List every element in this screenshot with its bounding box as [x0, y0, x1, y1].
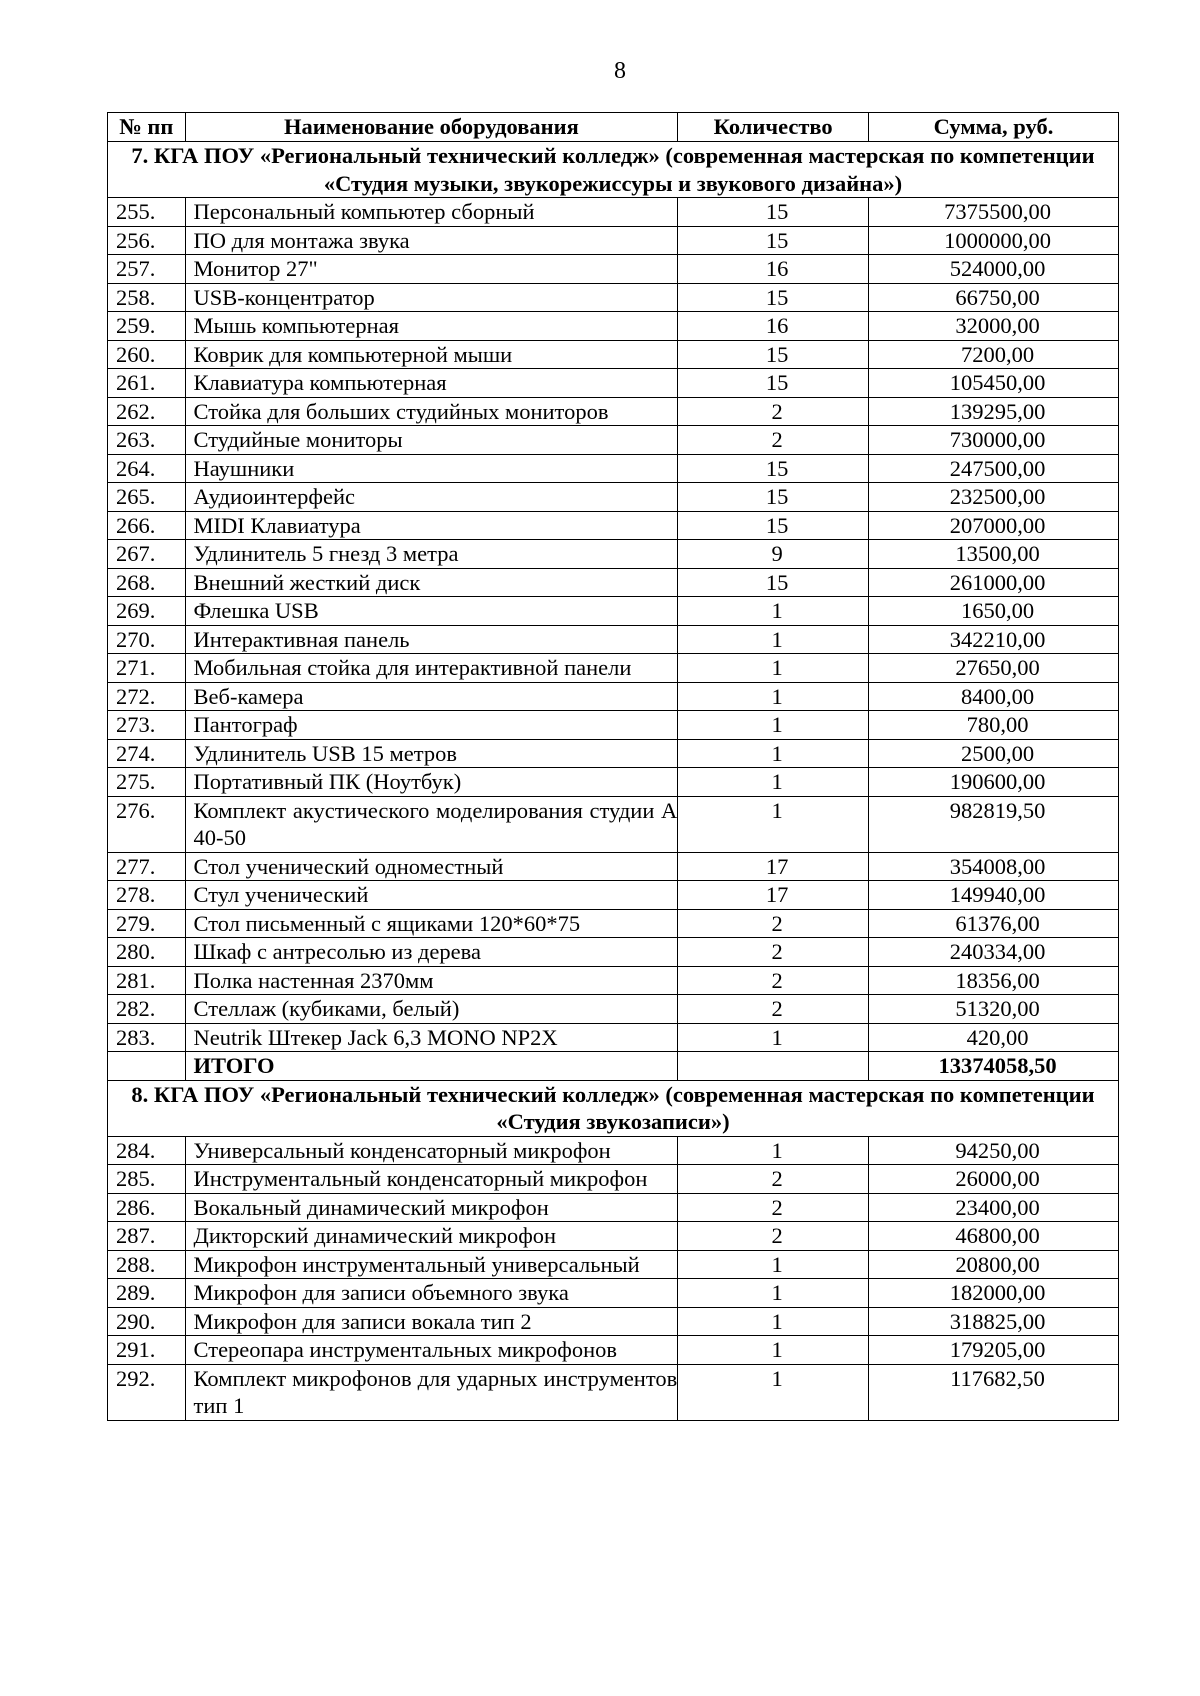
- table-row: [108, 966, 1119, 995]
- amount: 18356,00: [869, 966, 1119, 995]
- table-row: [108, 682, 1119, 711]
- quantity: 2: [678, 397, 869, 426]
- row-number: 276.: [108, 796, 186, 852]
- header-name: Наименование оборудования: [185, 113, 678, 142]
- row-number: 285.: [108, 1165, 186, 1194]
- amount: 207000,00: [869, 511, 1119, 540]
- amount: 46800,00: [869, 1222, 1119, 1251]
- quantity: 1: [678, 1250, 869, 1279]
- table-row: [108, 1193, 1119, 1222]
- table-row: [108, 226, 1119, 255]
- row-number: 256.: [108, 226, 186, 255]
- total-amount: 13374058,50: [869, 1052, 1119, 1081]
- equipment-name: Аудиоинтерфейс: [185, 483, 678, 512]
- quantity: 15: [678, 226, 869, 255]
- quantity: 15: [678, 454, 869, 483]
- equipment-name: Персональный компьютер сборный: [185, 198, 678, 227]
- row-number: 270.: [108, 625, 186, 654]
- quantity: 15: [678, 511, 869, 540]
- row-number: 287.: [108, 1222, 186, 1251]
- equipment-name: Веб-камера: [185, 682, 678, 711]
- equipment-name: Монитор 27": [185, 255, 678, 284]
- table-row: [108, 483, 1119, 512]
- amount: 139295,00: [869, 397, 1119, 426]
- equipment-name: Neutrik Штекер Jack 6,3 MONO NP2X: [185, 1023, 678, 1052]
- table-row: [108, 1165, 1119, 1194]
- quantity: 1: [678, 768, 869, 797]
- quantity: 17: [678, 852, 869, 881]
- amount: 20800,00: [869, 1250, 1119, 1279]
- amount: 149940,00: [869, 881, 1119, 910]
- quantity: 1: [678, 597, 869, 626]
- section-7-title: 7. КГА ПОУ «Региональный технический колледж» (современная мастерская по компетенции «Студия музыки, звукорежиссуры и звукового дизайна»): [108, 142, 1119, 198]
- quantity: 1: [678, 682, 869, 711]
- row-number: 292.: [108, 1364, 186, 1420]
- quantity: 15: [678, 369, 869, 398]
- amount: 23400,00: [869, 1193, 1119, 1222]
- table-row: [108, 1222, 1119, 1251]
- row-number: 260.: [108, 340, 186, 369]
- total-empty-num: [108, 1052, 186, 1081]
- amount: 2500,00: [869, 739, 1119, 768]
- table-row: [108, 1250, 1119, 1279]
- quantity: 1: [678, 654, 869, 683]
- amount: 7200,00: [869, 340, 1119, 369]
- quantity: 1: [678, 1023, 869, 1052]
- table-row: [108, 369, 1119, 398]
- table-row: [108, 909, 1119, 938]
- row-number: 257.: [108, 255, 186, 284]
- table-row: [108, 852, 1119, 881]
- quantity: 1: [678, 1279, 869, 1308]
- quantity: 2: [678, 426, 869, 455]
- amount: 780,00: [869, 711, 1119, 740]
- page-number: 8: [614, 58, 626, 84]
- amount: 247500,00: [869, 454, 1119, 483]
- equipment-name: Микрофон для записи объемного звука: [185, 1279, 678, 1308]
- section-7-header: [108, 142, 1119, 198]
- amount: 94250,00: [869, 1136, 1119, 1165]
- amount: 261000,00: [869, 568, 1119, 597]
- amount: 190600,00: [869, 768, 1119, 797]
- amount: 420,00: [869, 1023, 1119, 1052]
- row-number: 255.: [108, 198, 186, 227]
- table-row: [108, 768, 1119, 797]
- table-row: [108, 995, 1119, 1024]
- equipment-name: Пантограф: [185, 711, 678, 740]
- amount: 232500,00: [869, 483, 1119, 512]
- row-number: 266.: [108, 511, 186, 540]
- row-number: 271.: [108, 654, 186, 683]
- amount: 318825,00: [869, 1307, 1119, 1336]
- row-number: 258.: [108, 283, 186, 312]
- quantity: 9: [678, 540, 869, 569]
- amount: 342210,00: [869, 625, 1119, 654]
- quantity: 15: [678, 568, 869, 597]
- quantity: 2: [678, 1222, 869, 1251]
- equipment-name: ПО для монтажа звука: [185, 226, 678, 255]
- row-number: 268.: [108, 568, 186, 597]
- total-row: [108, 1052, 1119, 1081]
- row-number: 269.: [108, 597, 186, 626]
- table-row: [108, 540, 1119, 569]
- row-number: 265.: [108, 483, 186, 512]
- equipment-name: Мышь компьютерная: [185, 312, 678, 341]
- equipment-name: Универсальный конденсаторный микрофон: [185, 1136, 678, 1165]
- table-row: [108, 1307, 1119, 1336]
- table-row: [108, 711, 1119, 740]
- amount: 27650,00: [869, 654, 1119, 683]
- table-row: [108, 796, 1119, 852]
- quantity: 2: [678, 938, 869, 967]
- table-row: [108, 1023, 1119, 1052]
- row-number: 275.: [108, 768, 186, 797]
- equipment-name: Удлинитель 5 гнезд 3 метра: [185, 540, 678, 569]
- table-row: [108, 597, 1119, 626]
- row-number: 286.: [108, 1193, 186, 1222]
- amount: 354008,00: [869, 852, 1119, 881]
- row-number: 272.: [108, 682, 186, 711]
- header-sum: Сумма, руб.: [869, 113, 1119, 142]
- amount: 982819,50: [869, 796, 1119, 852]
- amount: 117682,50: [869, 1364, 1119, 1420]
- amount: 730000,00: [869, 426, 1119, 455]
- equipment-name: Мобильная стойка для интерактивной панели: [185, 654, 678, 683]
- quantity: 15: [678, 198, 869, 227]
- equipment-name: Удлинитель USB 15 метров: [185, 739, 678, 768]
- table-row: [108, 881, 1119, 910]
- equipment-name: Вокальный динамический микрофон: [185, 1193, 678, 1222]
- row-number: 261.: [108, 369, 186, 398]
- row-number: 278.: [108, 881, 186, 910]
- quantity: 17: [678, 881, 869, 910]
- table-row: [108, 283, 1119, 312]
- amount: 26000,00: [869, 1165, 1119, 1194]
- quantity: 1: [678, 739, 869, 768]
- equipment-table: [107, 112, 1119, 1421]
- row-number: 281.: [108, 966, 186, 995]
- quantity: 2: [678, 1193, 869, 1222]
- section-8-header: [108, 1080, 1119, 1136]
- table-row: [108, 938, 1119, 967]
- amount: 1000000,00: [869, 226, 1119, 255]
- row-number: 290.: [108, 1307, 186, 1336]
- quantity: 2: [678, 909, 869, 938]
- equipment-name: Инструментальный конденсаторный микрофон: [185, 1165, 678, 1194]
- amount: 13500,00: [869, 540, 1119, 569]
- equipment-name: Стол ученический одноместный: [185, 852, 678, 881]
- equipment-name: Внешний жесткий диск: [185, 568, 678, 597]
- equipment-name: Полка настенная 2370мм: [185, 966, 678, 995]
- equipment-name: Шкаф с антресолью из дерева: [185, 938, 678, 967]
- table-row: [108, 1279, 1119, 1308]
- equipment-name: MIDI Клавиатура: [185, 511, 678, 540]
- amount: 524000,00: [869, 255, 1119, 284]
- quantity: 2: [678, 995, 869, 1024]
- amount: 179205,00: [869, 1336, 1119, 1365]
- quantity: 1: [678, 711, 869, 740]
- amount: 32000,00: [869, 312, 1119, 341]
- quantity: 15: [678, 340, 869, 369]
- quantity: 16: [678, 312, 869, 341]
- quantity: 1: [678, 1364, 869, 1420]
- equipment-name: Стойка для больших студийных мониторов: [185, 397, 678, 426]
- amount: 182000,00: [869, 1279, 1119, 1308]
- row-number: 264.: [108, 454, 186, 483]
- table-row: [108, 654, 1119, 683]
- table-row: [108, 1336, 1119, 1365]
- amount: 1650,00: [869, 597, 1119, 626]
- quantity: 15: [678, 483, 869, 512]
- equipment-name: Клавиатура компьютерная: [185, 369, 678, 398]
- quantity: 1: [678, 625, 869, 654]
- amount: 105450,00: [869, 369, 1119, 398]
- row-number: 259.: [108, 312, 186, 341]
- quantity: 2: [678, 1165, 869, 1194]
- quantity: 1: [678, 1307, 869, 1336]
- row-number: 263.: [108, 426, 186, 455]
- quantity: 1: [678, 796, 869, 852]
- row-number: 288.: [108, 1250, 186, 1279]
- equipment-name: Микрофон инструментальный универсальный: [185, 1250, 678, 1279]
- header-num: № пп: [108, 113, 186, 142]
- table-row: [108, 198, 1119, 227]
- equipment-name: Студийные мониторы: [185, 426, 678, 455]
- equipment-name: Наушники: [185, 454, 678, 483]
- quantity: 15: [678, 283, 869, 312]
- row-number: 283.: [108, 1023, 186, 1052]
- table-row: [108, 397, 1119, 426]
- amount: 66750,00: [869, 283, 1119, 312]
- equipment-name: Стол письменный с ящиками 120*60*75: [185, 909, 678, 938]
- amount: 7375500,00: [869, 198, 1119, 227]
- table-row: [108, 312, 1119, 341]
- equipment-name: Комплект микрофонов для ударных инструментов тип 1: [185, 1364, 678, 1420]
- table-row: [108, 340, 1119, 369]
- total-empty-qty: [678, 1052, 869, 1081]
- table-row: [108, 625, 1119, 654]
- row-number: 267.: [108, 540, 186, 569]
- table-row: [108, 739, 1119, 768]
- equipment-name: Микрофон для записи вокала тип 2: [185, 1307, 678, 1336]
- amount: 8400,00: [869, 682, 1119, 711]
- table-row: [108, 1364, 1119, 1420]
- equipment-name: Стереопара инструментальных микрофонов: [185, 1336, 678, 1365]
- row-number: 279.: [108, 909, 186, 938]
- quantity: 2: [678, 966, 869, 995]
- equipment-name: Дикторский динамический микрофон: [185, 1222, 678, 1251]
- table-header-row: [108, 113, 1119, 142]
- row-number: 274.: [108, 739, 186, 768]
- amount: 240334,00: [869, 938, 1119, 967]
- equipment-name: Флешка USB: [185, 597, 678, 626]
- equipment-name: Портативный ПК (Ноутбук): [185, 768, 678, 797]
- table-body: [108, 142, 1119, 1421]
- equipment-name: Стул ученический: [185, 881, 678, 910]
- row-number: 284.: [108, 1136, 186, 1165]
- table-row: [108, 255, 1119, 284]
- quantity: 1: [678, 1136, 869, 1165]
- section-8-title: 8. КГА ПОУ «Региональный технический колледж» (современная мастерская по компетенции «Студия звукозаписи»): [108, 1080, 1119, 1136]
- row-number: 273.: [108, 711, 186, 740]
- equipment-name: Интерактивная панель: [185, 625, 678, 654]
- row-number: 282.: [108, 995, 186, 1024]
- row-number: 277.: [108, 852, 186, 881]
- equipment-name: Комплект акустического моделирования студии А 40-50: [185, 796, 678, 852]
- table-row: [108, 511, 1119, 540]
- quantity: 16: [678, 255, 869, 284]
- equipment-name: Коврик для компьютерной мыши: [185, 340, 678, 369]
- table-row: [108, 568, 1119, 597]
- table-row: [108, 454, 1119, 483]
- row-number: 289.: [108, 1279, 186, 1308]
- table-row: [108, 426, 1119, 455]
- total-label: ИТОГО: [185, 1052, 678, 1081]
- equipment-name: USB-концентратор: [185, 283, 678, 312]
- header-qty: Количество: [678, 113, 869, 142]
- row-number: 291.: [108, 1336, 186, 1365]
- equipment-name: Стеллаж (кубиками, белый): [185, 995, 678, 1024]
- amount: 61376,00: [869, 909, 1119, 938]
- row-number: 262.: [108, 397, 186, 426]
- amount: 51320,00: [869, 995, 1119, 1024]
- quantity: 1: [678, 1336, 869, 1365]
- table-row: [108, 1136, 1119, 1165]
- row-number: 280.: [108, 938, 186, 967]
